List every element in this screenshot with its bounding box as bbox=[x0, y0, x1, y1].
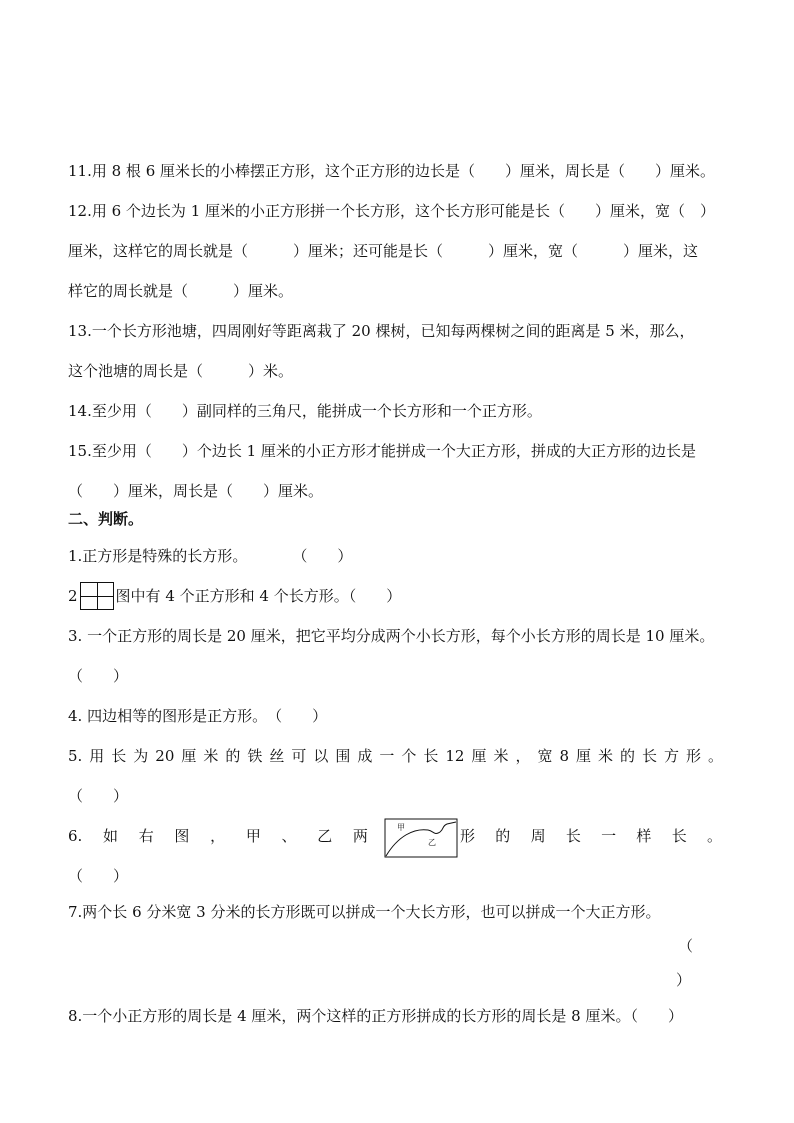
fill-q12-line2: 厘米，这样它的周长就是（ ）厘米；还可能是长（ ）厘米，宽（ ）厘米，这 bbox=[68, 242, 699, 260]
word: 宽 bbox=[537, 747, 553, 765]
word: 厘 bbox=[471, 747, 487, 765]
word: 为 bbox=[133, 747, 149, 765]
fill-q11: 11.用 8 根 6 厘米长的小棒摆正方形，这个正方形的边长是（ ）厘米，周长是（ ）厘米。 bbox=[68, 162, 716, 180]
word: 用 bbox=[89, 747, 105, 765]
grid-figure bbox=[80, 582, 114, 610]
word: 以 bbox=[313, 747, 329, 765]
fill-q12-line1: 12.用 6 个边长为 1 厘米的小正方形拼一个长方形，这个长方形可能是长（ ）厘米，宽（ ） bbox=[68, 202, 716, 220]
word: 厘 bbox=[181, 747, 197, 765]
judge-q4: 4. 四边相等的图形是正方形。 （ ） bbox=[68, 707, 328, 725]
judge-q6-paren: （ ） bbox=[68, 867, 129, 885]
judge-q8: 8.一个小正方形的周长是 4 厘米，两个这样的正方形拼成的长方形的周长是 8 厘米。（ ） bbox=[68, 1007, 683, 1025]
word: 铁 bbox=[247, 747, 263, 765]
fill-q13-line2: 这个池塘的周长是（ ）米。 bbox=[68, 362, 294, 380]
word: 样 bbox=[636, 827, 652, 845]
word: 厘 bbox=[575, 747, 591, 765]
judge-q3: 3. 一个正方形的周长是 20 厘米，把它平均分成两个小长方形，每个小长方形的周长是 10 厘米。 bbox=[68, 627, 715, 645]
judge-q6-right bbox=[460, 826, 722, 846]
word: 两 bbox=[352, 827, 368, 845]
fill-q15-line2: （ ）厘米，周长是（ ）厘米。 bbox=[68, 482, 324, 500]
judge-q7-open-paren: （ bbox=[678, 937, 694, 955]
judge-q3-paren: （ ） bbox=[68, 667, 129, 685]
word: 围 bbox=[335, 747, 351, 765]
word: 长 bbox=[423, 747, 439, 765]
word: 丝 bbox=[269, 747, 285, 765]
word: 一 bbox=[379, 747, 395, 765]
word: 一 bbox=[601, 827, 617, 845]
judge-q7: 7.两个长 6 分米宽 3 分米的长方形既可以拼成一个大长方形，也可以拼成一个大正方形。 bbox=[68, 903, 661, 921]
word: 的 bbox=[495, 827, 511, 845]
word: 右 bbox=[138, 827, 154, 845]
judge-q5 bbox=[68, 746, 723, 766]
word: 乙 bbox=[317, 827, 333, 845]
word: 长 bbox=[111, 747, 127, 765]
word: 5. bbox=[68, 747, 83, 765]
word: 6. bbox=[68, 827, 83, 845]
section-heading-judge: 二、判断。 bbox=[68, 510, 144, 528]
word: 如 bbox=[103, 827, 119, 845]
word: 形 bbox=[685, 747, 701, 765]
word: 长 bbox=[565, 827, 581, 845]
figure-label-jia: 甲 bbox=[397, 823, 405, 832]
word: 米 bbox=[597, 747, 613, 765]
word: 长 bbox=[641, 747, 657, 765]
word: 的 bbox=[619, 747, 635, 765]
word: 、 bbox=[281, 827, 297, 845]
word: 可 bbox=[291, 747, 307, 765]
word: 方 bbox=[663, 747, 679, 765]
judge-q2-number: 2 bbox=[68, 587, 78, 605]
figure-label-yi: 乙 bbox=[428, 838, 436, 847]
fill-q13-line1: 13.一个长方形池塘，四周刚好等距离栽了 20 棵树，已知每两棵树之间的距离是 5 米，那么， bbox=[68, 322, 695, 340]
judge-q6-left bbox=[68, 826, 368, 846]
word: 。 bbox=[707, 747, 723, 765]
word: ， bbox=[210, 827, 226, 845]
judge-q1: 1.正方形是特殊的长方形。 （ ） bbox=[68, 547, 353, 565]
word: 米 bbox=[493, 747, 509, 765]
word: 。 bbox=[706, 827, 722, 845]
word: 长 bbox=[671, 827, 687, 845]
judge-q7-close-paren: ） bbox=[676, 971, 692, 989]
word: ， bbox=[515, 747, 531, 765]
word: 米 bbox=[203, 747, 219, 765]
jia-yi-figure-svg bbox=[384, 818, 458, 858]
word: 20 bbox=[155, 747, 175, 765]
word: 形 bbox=[460, 827, 476, 845]
word: 甲 bbox=[245, 827, 261, 845]
jia-yi-figure bbox=[384, 818, 458, 858]
judge-q2-text: 图中有 4 个正方形和 4 个长方形。（ ） bbox=[115, 587, 402, 605]
fill-q12-line3: 样它的周长就是（ ）厘米。 bbox=[68, 282, 294, 300]
word: 12 bbox=[445, 747, 465, 765]
judge-q2 bbox=[68, 582, 401, 610]
word: 的 bbox=[225, 747, 241, 765]
fill-q15-line1: 15.至少用（ ）个边长 1 厘米的小正方形才能拼成一个大正方形，拼成的大正方形的边长是 bbox=[68, 442, 696, 460]
judge-q5-paren: （ ） bbox=[68, 787, 129, 805]
word: 成 bbox=[357, 747, 373, 765]
word: 图 bbox=[174, 827, 190, 845]
fill-q14: 14.至少用（ ）副同样的三角尺，能拼成一个长方形和一个正方形。 bbox=[68, 402, 542, 420]
word: 个 bbox=[401, 747, 417, 765]
word: 周 bbox=[530, 827, 546, 845]
word: 8 bbox=[559, 747, 569, 765]
